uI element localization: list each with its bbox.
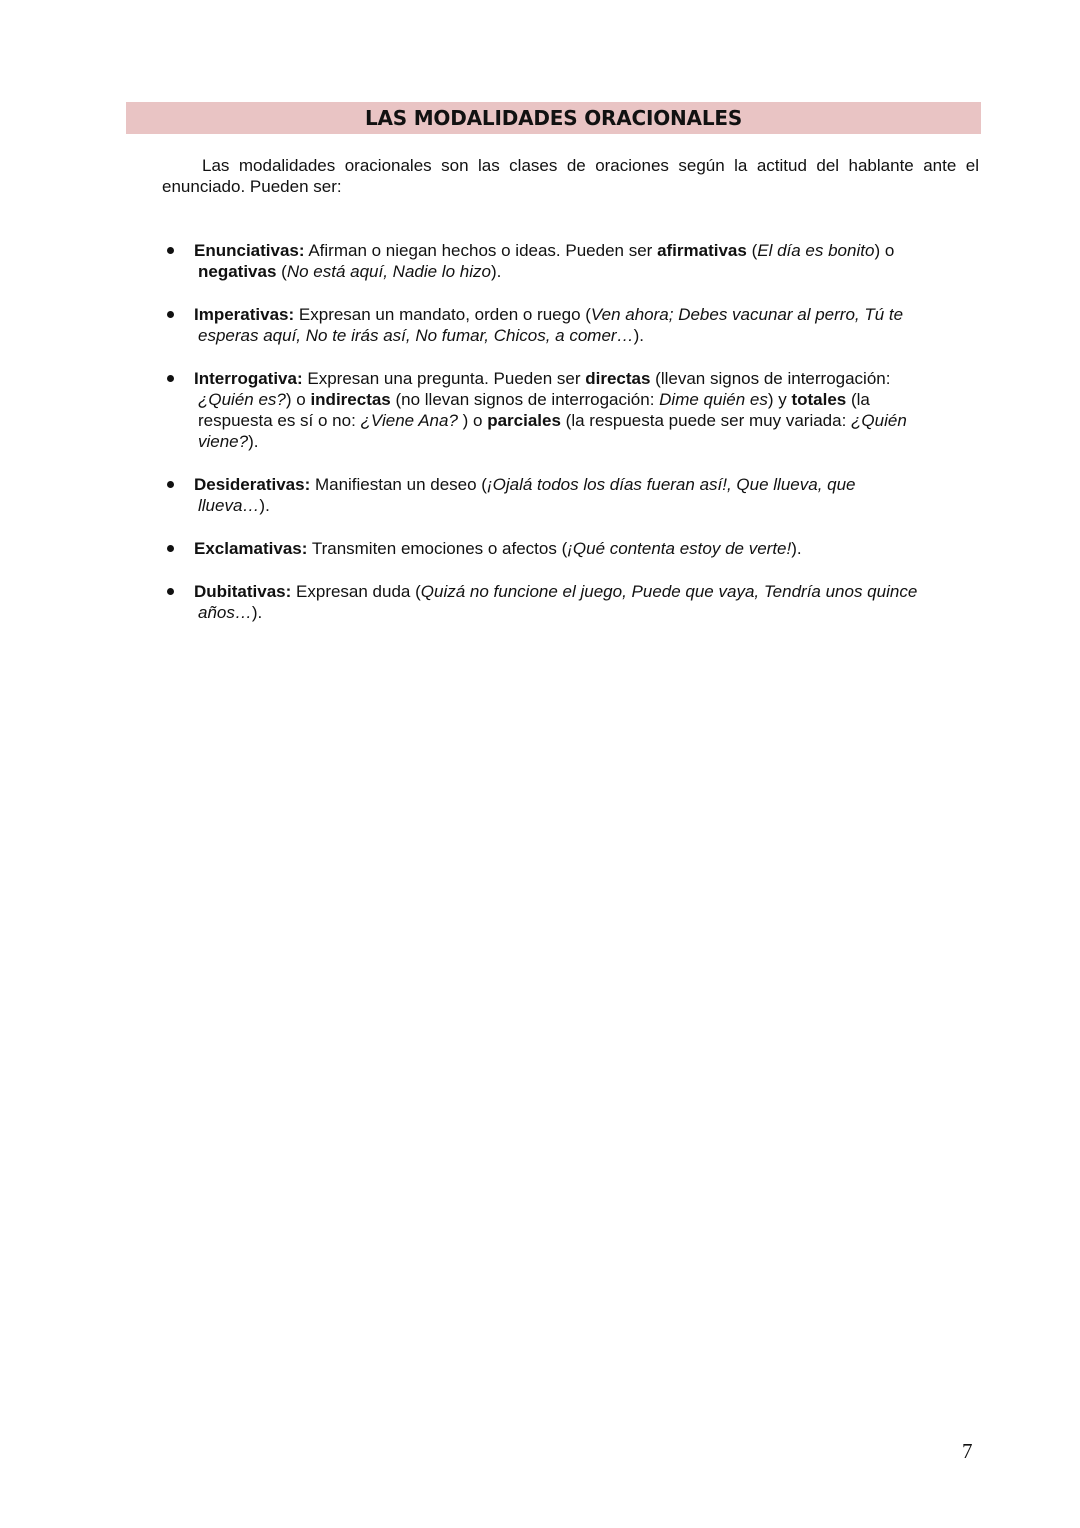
term-interrogativa: Interrogativa: [194,369,303,388]
intro-paragraph [162,155,979,197]
item-bold: parciales [487,411,561,430]
item-text: ) o [874,241,895,260]
list-item-exclamativas [162,538,979,559]
item-text: ). [490,262,502,281]
page-number: 7 [962,1439,973,1463]
item-text: (llevan signos de interrogación: [650,369,891,388]
item-text: respuesta es sí o no: [198,411,361,430]
list-item-imperativas [162,304,979,346]
page-title: LAS MODALIDADES ORACIONALES [364,106,743,130]
item-text: ( [746,241,758,260]
item-bold: directas [585,369,651,388]
item-example: Ven ahora; Debes vacunar al perro, Tú te [590,305,904,324]
modalities-list [162,240,979,623]
item-bold: totales [791,390,847,409]
bullet-icon [167,588,174,595]
item-text: Afirman o niegan hechos o ideas. Pueden ser [304,241,658,260]
list-item-interrogativa [162,368,979,452]
list-item-dubitativas [162,581,979,623]
term-desiderativas: Desiderativas: [194,475,311,494]
item-text: ) y [767,390,792,409]
item-example: Quizá no funcione el juego, Puede que vaya, Tendría unos quince [420,582,918,601]
item-example: ¿Quién [851,411,907,430]
item-example: años… [198,603,252,622]
term-imperativas: Imperativas: [194,305,295,324]
item-text: ) o [457,411,488,430]
item-text: Expresan duda ( [291,582,421,601]
item-bold: indirectas [310,390,391,409]
intro-line-1: Las modalidades oracionales son las clases de oraciones según la actitud del hablante ante el [202,156,979,175]
item-bold: afirmativas [657,241,747,260]
item-example: viene? [198,432,249,451]
term-exclamativas: Exclamativas: [194,539,308,558]
list-item-enunciativas [162,240,979,282]
bullet-icon [167,545,174,552]
item-example: Dime quién es [659,390,768,409]
item-text: (la [846,390,870,409]
term-enunciativas: Enunciativas: [194,241,305,260]
item-example: El día es bonito [757,241,875,260]
item-text: ). [633,326,644,345]
item-example: esperas aquí, No te irás así, No fumar, Chicos, a comer… [198,326,634,345]
item-example: ¿Viene Ana? [360,411,458,430]
bullet-icon [167,375,174,382]
item-text: ). [791,539,802,558]
list-item-desiderativas [162,474,979,516]
item-example: ¡Ojalá todos los días fueran así!, Que llueva, que [486,475,856,494]
item-text: ( [276,262,287,281]
item-text: Expresan una pregunta. Pueden ser [302,369,586,388]
item-text: Manifiestan un deseo ( [310,475,487,494]
term-dubitativas: Dubitativas: [194,582,292,601]
title-banner [126,102,981,134]
item-text: Transmiten emociones o afectos ( [307,539,568,558]
item-text: ). [259,496,270,515]
item-text: ) o [285,390,311,409]
bullet-icon [167,311,174,318]
item-example: ¡Qué contenta estoy de verte! [567,539,792,558]
bullet-icon [167,247,174,254]
item-bold: negativas [198,262,277,281]
item-text: Expresan un mandato, orden o ruego ( [294,305,591,324]
item-example: llueva… [198,496,260,515]
item-example: No está aquí, Nadie lo hizo [286,262,491,281]
item-text: (no llevan signos de interrogación: [390,390,660,409]
item-text: (la respuesta puede ser muy variada: [560,411,852,430]
item-text: ). [251,603,263,622]
intro-line-2: enunciado. Pueden ser: [162,177,342,196]
item-text: ). [248,432,259,451]
item-example: ¿Quién es? [198,390,286,409]
bullet-icon [167,481,174,488]
